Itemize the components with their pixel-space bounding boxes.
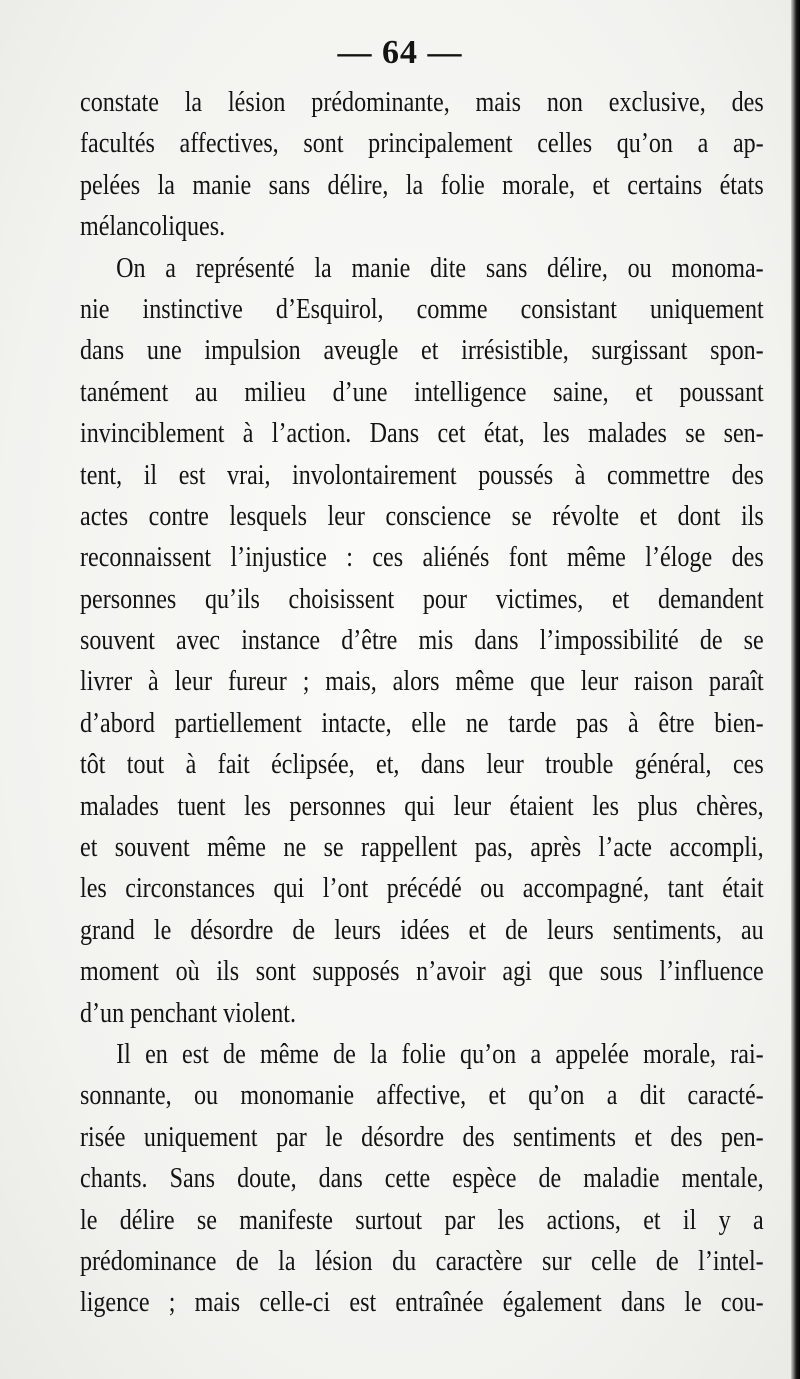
page-number: — 64 —	[337, 34, 463, 71]
text-line: d’un penchant violent.	[80, 997, 296, 1029]
text-line: facultés affectives, sont principalement celles qu’on a ap-	[80, 128, 764, 160]
text-line: tanément au milieu d’une intelligence saine, et poussant	[80, 376, 764, 408]
text-line: invinciblement à l’action. Dans cet état, les malades se sen-	[80, 418, 764, 450]
text-line: et souvent même ne se rappellent pas, après l’acte accompli,	[80, 832, 764, 864]
text-line: le délire se manifeste surtout par les actions, et il y a	[80, 1204, 764, 1236]
text-line: chants. Sans doute, dans cette espèce de maladie mentale,	[80, 1163, 764, 1195]
text-line: moment où ils sont supposés n’avoir agi que sous l’influence	[80, 956, 764, 988]
text-line: ligence ; mais celle-ci est entraînée également dans le cou-	[80, 1287, 764, 1319]
text-line: personnes qu’ils choisissent pour victimes, et demandent	[80, 583, 764, 615]
text-line: malades tuent les personnes qui leur étaient les plus chères,	[80, 790, 764, 822]
text-line: risée uniquement par le désordre des sentiments et des pen-	[80, 1121, 764, 1153]
text-line: les circonstances qui l’ont précédé ou accompagné, tant était	[80, 873, 764, 905]
text-line: prédominance de la lésion du caractère sur celle de l’intel-	[80, 1245, 764, 1277]
text-line: souvent avec instance d’être mis dans l’impossibilité de se	[80, 625, 764, 657]
text-line: nie instinctive d’Esquirol, comme consistant uniquement	[80, 293, 764, 325]
text-line: grand le désordre de leurs idées et de leurs sentiments, au	[80, 914, 764, 946]
text-line: livrer à leur fureur ; mais, alors même que leur raison paraît	[80, 666, 764, 698]
body-text	[80, 82, 764, 1324]
text-line: Il en est de même de la folie qu’on a appelée morale, rai-	[116, 1038, 764, 1070]
text-line: mélancoliques.	[80, 211, 226, 243]
text-line: dans une impulsion aveugle et irrésistible, surgissant spon-	[80, 335, 764, 367]
text-line: pelées la manie sans délire, la folie morale, et certains états	[80, 169, 764, 201]
text-line: tent, il est vrai, involontairement poussés à commettre des	[80, 459, 764, 491]
text-line: sonnante, ou monomanie affective, et qu’on a dit caracté-	[80, 1080, 764, 1112]
text-line: actes contre lesquels leur conscience se révolte et dont ils	[80, 500, 764, 532]
page-edge-shadow	[791, 0, 800, 1379]
text-line: reconnaissent l’injustice : ces aliénés font même l’éloge des	[80, 542, 764, 574]
text-line: tôt tout à fait éclipsée, et, dans leur trouble général, ces	[80, 749, 764, 781]
text-line: On a représenté la manie dite sans délire, ou monoma-	[116, 252, 764, 284]
text-line: constate la lésion prédominante, mais non exclusive, des	[80, 87, 764, 118]
text-line: d’abord partiellement intacte, elle ne tarde pas à être bien-	[80, 707, 764, 739]
